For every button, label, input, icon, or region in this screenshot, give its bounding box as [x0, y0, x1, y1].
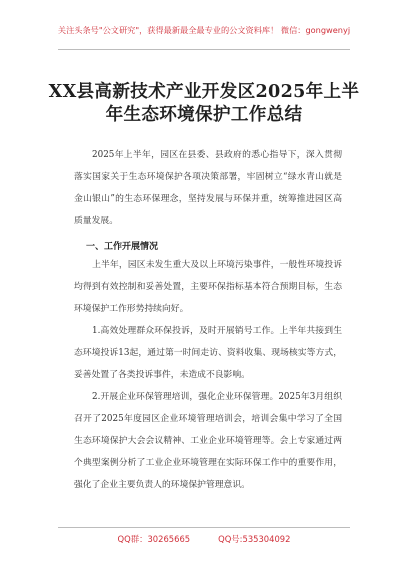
document-title [48, 80, 360, 126]
item-1-paragraph [74, 320, 342, 386]
intro-paragraph [74, 144, 342, 232]
section-summary-text: 上半年，园区未发生重大及以上环境污染事件，一般性环境投诉均得到有效控制和妥善处置，主要环保指标基本符合预期目标，生态环境保护工作形势持续向好。 [74, 260, 342, 314]
footer-divider [58, 527, 350, 528]
title-line-1: XX县高新技术产业开发区2025年上半 [48, 81, 360, 102]
item-1-text: 1.高效处理群众环保投诉，及时开展销号工作。上半年共接到生态环境投诉13起，通过第一时间走访、资料收集、现场核实等方式，妥善处置了各类投诉事件，未造成不良影响。 [74, 326, 342, 380]
item-2-text: 2.开展企业环保管理培训，强化企业环保管理。2025年3月组织召开了2025年度园区企业环境管理培训会，培训会集中学习了全国生态环境保护大会会议精神、工业企业环境管理等。会上专家通过两个典型案例分析了工业企业环境管理在实际环保工作中的重要作用，强化了企业主要负责人的环境保护管理意识。 [74, 392, 342, 490]
section-heading: 一、工作开展情况 [86, 242, 159, 252]
footer-contact [0, 533, 408, 545]
header-promo-note: 关注头条号"公文研究"，获得最新最全最专业的公文资料库！ 微信：gongwenyj [57, 25, 351, 35]
footer-qq-group: QQ群：30265665 [117, 534, 191, 544]
header-divider [58, 49, 350, 50]
section-summary-paragraph [74, 254, 342, 320]
intro-text: 2025年上半年，园区在县委、县政府的悉心指导下，深入贯彻落实国家关于生态环境保护各项决策部署，牢固树立“绿水青山就是金山银山”的生态环保理念，坚持发展与环保并重，统筹推进园区高质量发展。 [74, 150, 342, 226]
item-2-paragraph [74, 386, 342, 496]
footer-qq-number: QQ号:535304092 [218, 534, 291, 544]
title-line-2: 年生态环境保护工作总结 [105, 104, 303, 125]
